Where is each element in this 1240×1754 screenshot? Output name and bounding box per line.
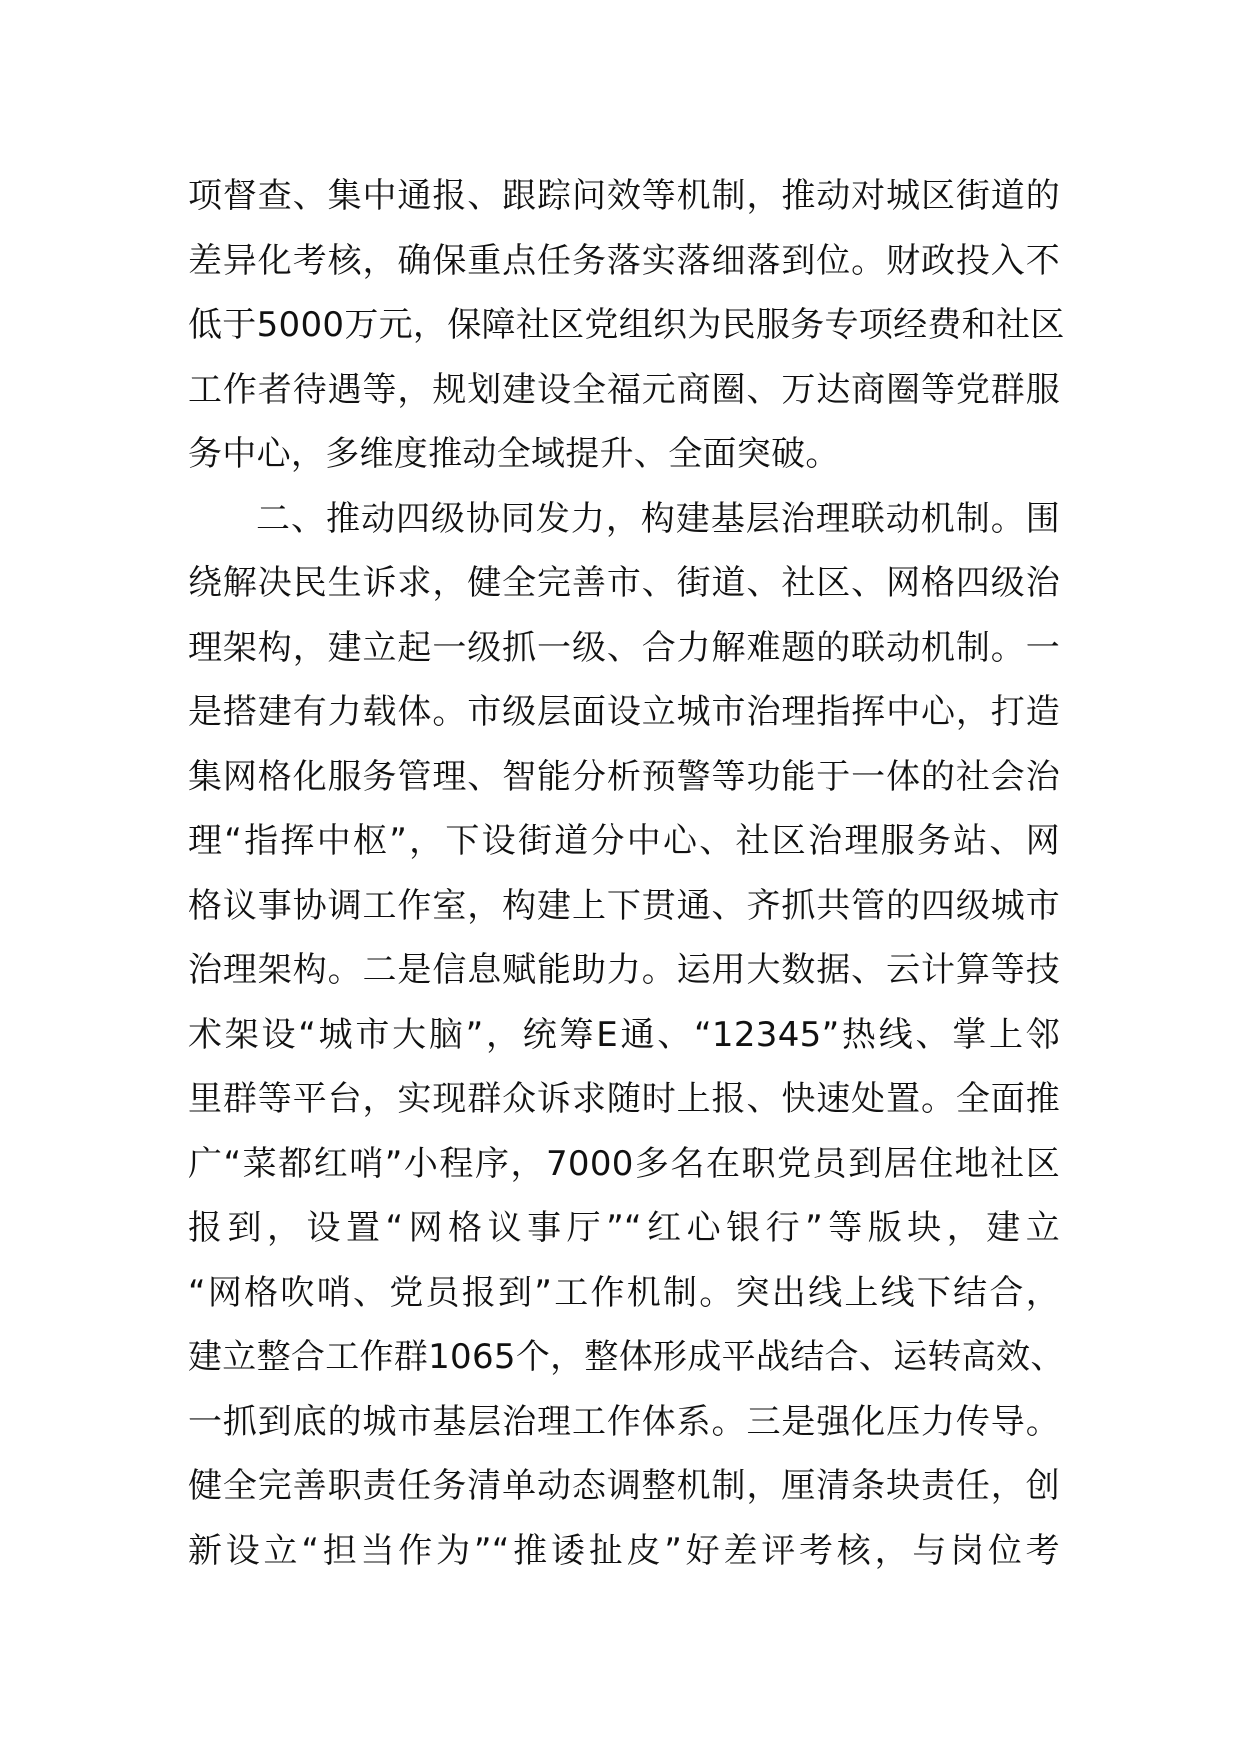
section-heading-line: 二、推动四级协同发力，构建基层治理联动机制。围	[256, 498, 1060, 539]
text-line: 报到，设置“网格议事厅”“红心银行”等版块，建立	[188, 1208, 1060, 1248]
text-line: 术架设“城市大脑”，统筹E通、“12345”热线、掌上邻	[188, 1014, 1060, 1055]
text-line: 里群等平台，实现群众诉求随时上报、快速处置。全面推	[188, 1079, 1060, 1119]
text-line: 建立整合工作群1065个，整体形成平战结合、运转高效、	[188, 1337, 1065, 1377]
paragraph-end-line: 务中心，多维度推动全域提升、全面突破。	[188, 434, 840, 474]
text-line: 广“菜都红哨”小程序，7000多名在职党员到居住地社区	[188, 1143, 1060, 1184]
text-line: 项督查、集中通报、跟踪问效等机制，推动对城区街道的	[188, 176, 1060, 216]
text-line: 健全完善职责任务清单动态调整机制，厘清条块责任，创	[188, 1466, 1060, 1506]
text-line: 新设立“担当作为”“推诿扯皮”好差评考核，与岗位考	[188, 1530, 1060, 1571]
text-line: 差异化考核，确保重点任务落实落细落到位。财政投入不	[188, 240, 1060, 281]
text-line: 理“指挥中枢”，下设街道分中心、社区治理服务站、网	[188, 821, 1060, 861]
text-line: 工作者待遇等，规划建设全福元商圈、万达商圈等党群服	[188, 369, 1060, 410]
text-line: 低于5000万元，保障社区党组织为民服务专项经费和社区	[188, 305, 1065, 345]
text-line: 绕解决民生诉求，健全完善市、街道、社区、网格四级治	[188, 563, 1060, 603]
text-line: “网格吹哨、党员报到”工作机制。突出线上线下结合，	[188, 1272, 1060, 1313]
text-line: 一抓到底的城市基层治理工作体系。三是强化压力传导。	[188, 1401, 1060, 1442]
text-line: 是搭建有力载体。市级层面设立城市治理指挥中心，打造	[188, 692, 1060, 732]
text-line: 治理架构。二是信息赋能助力。运用大数据、云计算等技	[188, 950, 1060, 990]
text-line: 集网格化服务管理、智能分析预警等功能于一体的社会治	[188, 756, 1060, 797]
body-text	[188, 164, 1065, 1583]
text-line: 理架构，建立起一级抓一级、合力解难题的联动机制。一	[188, 627, 1060, 668]
text-line: 格议事协调工作室，构建上下贯通、齐抓共管的四级城市	[188, 885, 1060, 926]
